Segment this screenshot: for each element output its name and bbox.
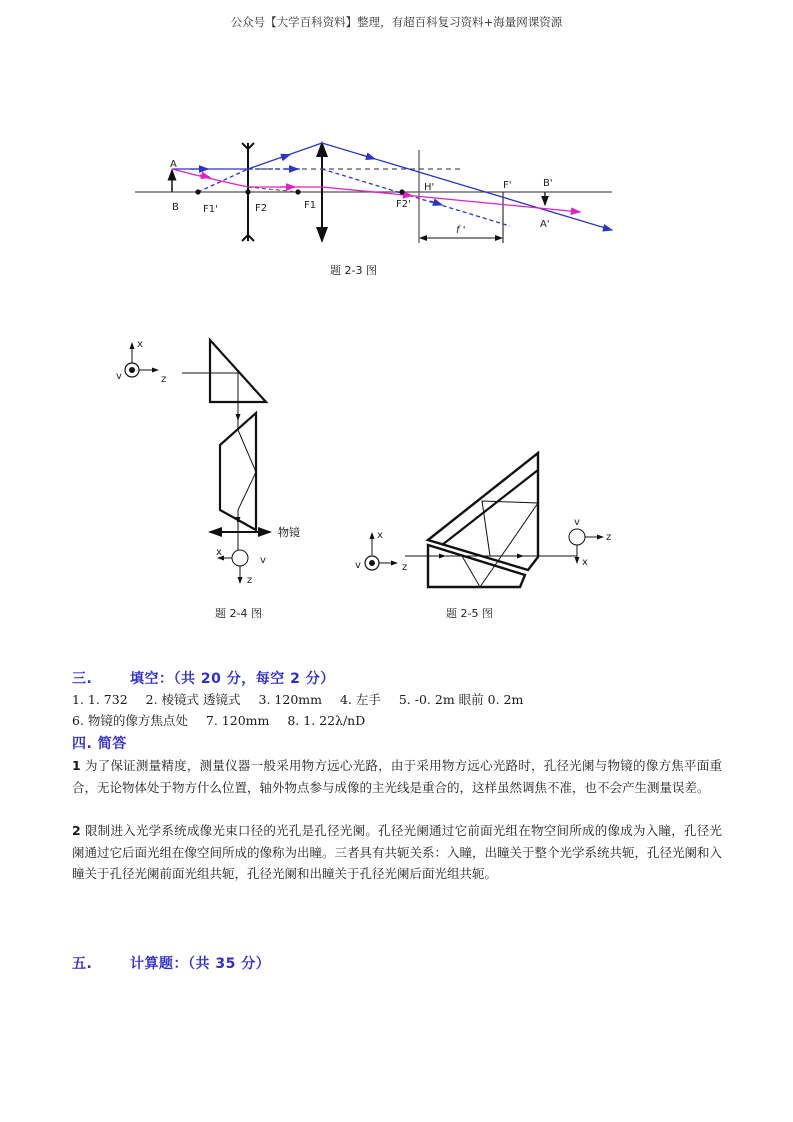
label-H-prime: H' — [424, 182, 435, 193]
section-4-heading: 四. 简答 — [72, 736, 127, 752]
short-answer-2: 2 限制进入光学系统成像光束口径的光孔是孔径光阑。孔径光阑通过它前面光组在物空间所成的像成为入瞳，孔径光阑通过它后面光组在像空间所成的像称为出瞳。三者具有共轭关系：入瞳，出瞳关于整个光学系统共轭，孔径光阑和入瞳关于孔径光阑前面光组共轭，孔径光阑和出瞳关于孔径光阑后面光组共轭。 — [72, 823, 723, 881]
coordinate-system-input — [116, 339, 166, 385]
section-5-number: 五. — [72, 956, 93, 972]
fill-blank-answers-line-1: 1. 1. 732 2. 棱镜式 透镜式 3. 120mm 4. 左手 5. -0. 2m 眼前 0. 2m — [72, 692, 524, 707]
fill-blank-answers-line-2: 6. 物镜的像方焦点处 7. 120mm 8. 1. 22λ/nD — [72, 713, 366, 728]
short-answer-1: 1 为了保证测量精度，测量仪器一般采用物方远心光路，由于采用物方远心光路时，孔径光阑与物镜的像方焦平面重合，无论物体处于物方什么位置，轴外物点参与成像的主光线是重合的，这样虽然调焦不准，也不会产生测量误差。 — [72, 758, 722, 795]
svg-text:z: z — [606, 532, 612, 543]
figure-2-5-prism-diagram — [345, 445, 615, 595]
label-F-prime: F' — [503, 180, 512, 191]
coordinate-system-output — [216, 547, 266, 586]
svg-text:x: x — [137, 339, 143, 350]
label-B-prime: B' — [543, 178, 553, 189]
label-F2-prime: F2' — [396, 199, 411, 210]
section-5-title: 计算题：（共 35 分） — [130, 956, 271, 972]
figure-2-4-prism-diagram — [110, 335, 310, 595]
label-f-prime: f ' — [456, 225, 466, 236]
caption-fig-2-3: 题 2-3 图 — [330, 264, 377, 277]
section-5-heading — [72, 953, 270, 973]
svg-text:z: z — [161, 374, 167, 385]
section-3-heading — [72, 668, 335, 688]
svg-text:x: x — [216, 547, 222, 558]
coordinate-system-output — [569, 517, 611, 568]
svg-text:x: x — [377, 530, 383, 541]
section-3-title: 填空：（共 20 分，每空 2 分） — [130, 671, 335, 687]
svg-text:v: v — [260, 555, 266, 566]
label-A-prime: A' — [540, 219, 550, 230]
label-F1: F1 — [304, 200, 317, 211]
svg-text:v: v — [574, 517, 580, 528]
svg-text:z: z — [402, 562, 408, 573]
svg-text:x: x — [582, 557, 588, 568]
upper-prism — [428, 453, 538, 570]
caption-fig-2-4: 题 2-4 图 — [215, 607, 262, 620]
label-F2: F2 — [255, 203, 268, 214]
svg-text:z: z — [247, 575, 253, 586]
label-F1-prime: F1' — [203, 204, 218, 215]
svg-text:v: v — [116, 371, 122, 382]
section-3-number: 三. — [72, 671, 93, 687]
svg-text:v: v — [355, 560, 361, 571]
caption-fig-2-5: 题 2-5 图 — [446, 607, 493, 620]
label-B: B — [172, 202, 179, 213]
label-A: A — [170, 159, 177, 170]
objective-label: 物镜 — [278, 526, 300, 539]
coordinate-system-input — [355, 530, 407, 573]
page-header-watermark: 公众号【大学百科资料】整理，有超百科复习资料+海量网课资源 — [230, 15, 563, 29]
figure-2-3-lens-diagram — [130, 135, 620, 250]
